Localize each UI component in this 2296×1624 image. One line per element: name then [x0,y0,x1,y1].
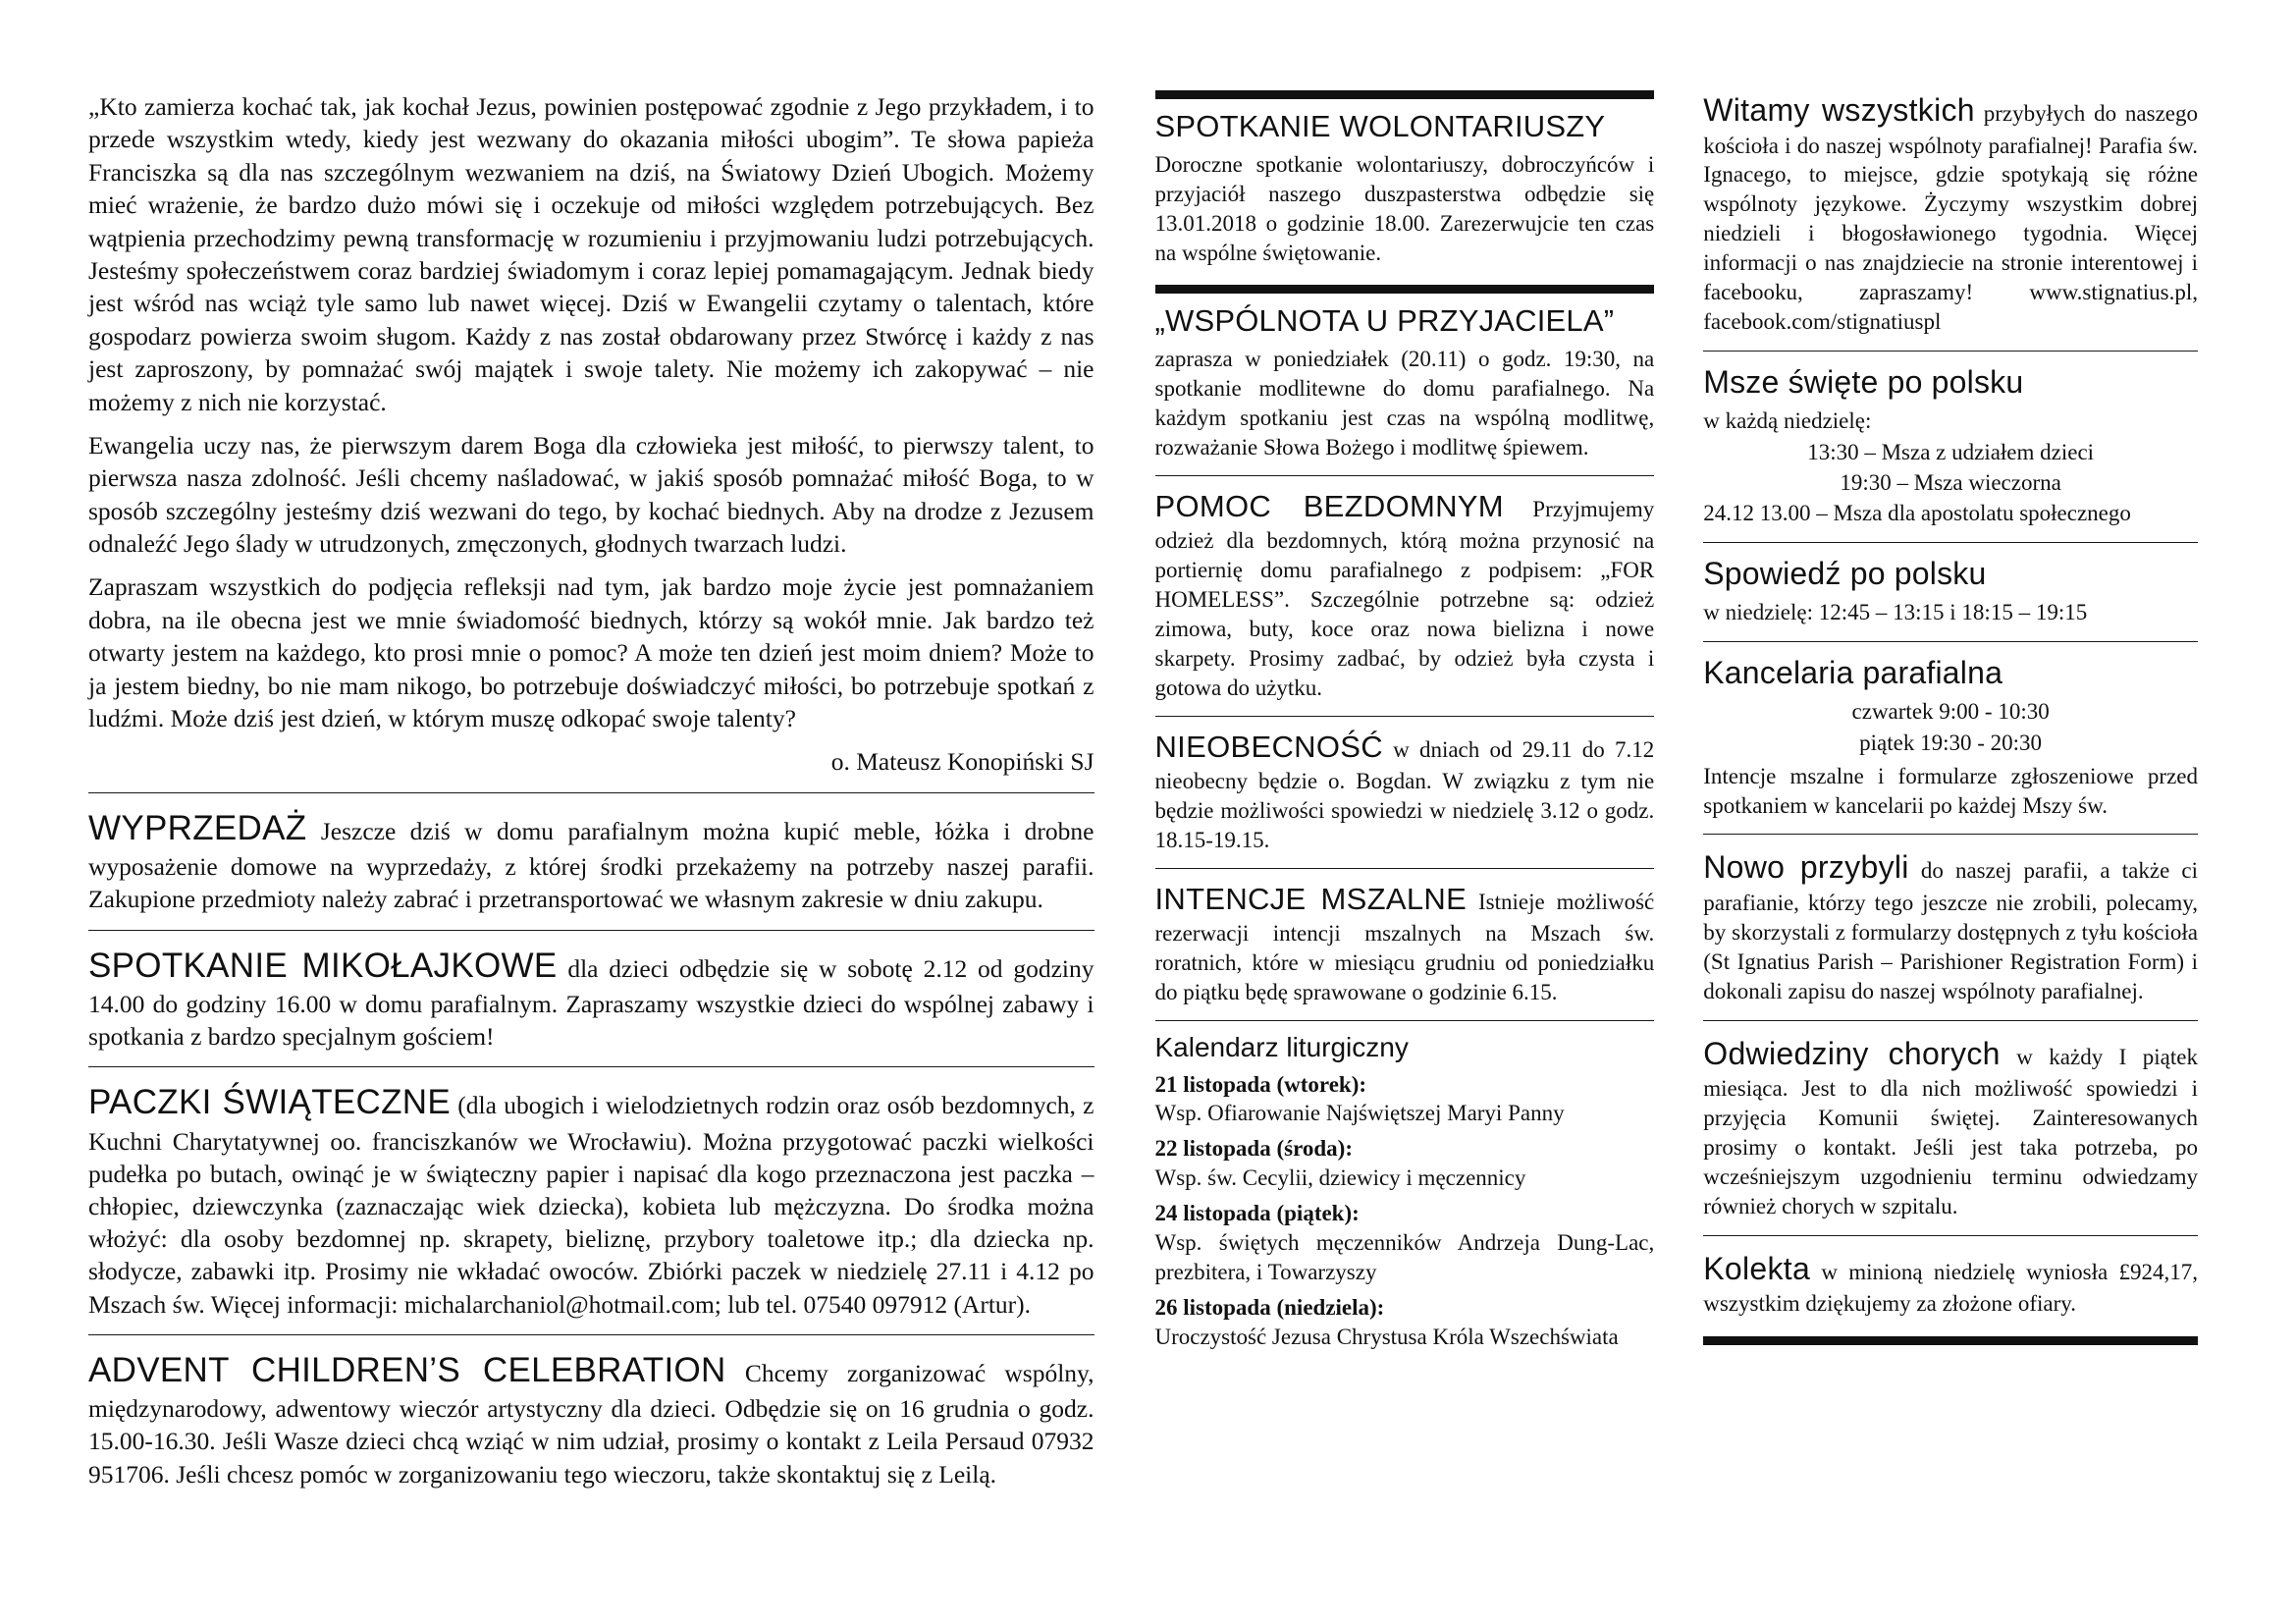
divider [1155,868,1655,869]
divider [1703,1235,2198,1236]
calendar-title: Kalendarz liturgiczny [1154,1031,1409,1062]
divider [1703,834,2198,835]
divider [88,1334,1095,1335]
calendar-entry-date: 22 listopada (środa): [1154,1136,1353,1162]
section-nieobecnosc-body: w dniach od 29.11 do 7.12 nieobecny będzie o. Bogdan. W związku z tym nie będzie możliwości spowiedzi w niedzielę 3.12 o godz. 18.15-19.15. [1154,736,1655,852]
divider [1155,716,1655,717]
calendar-entry-date: 21 listopada (wtorek): [1154,1071,1367,1097]
office-heading: Kancelaria parafialna [1703,655,2003,691]
section-kolekta-heading: Kolekta [1703,1250,1811,1286]
masses-intro: w każdą niedzielę: [1703,407,1872,433]
divider [1703,1020,2198,1021]
section-wolontariusze-heading: SPOTKANIE WOLONTARIUSZY [1154,109,1606,143]
columns-container [88,90,2198,1585]
masses-line: 19:30 – Msza wieczorna [1840,470,2061,496]
section-intencje-mszalne [1155,880,1655,1007]
calendar-entry-text: Wsp. świętych męczenników Andrzeja Dung-Lac, prezbitera, i Towarzyszy [1154,1230,1655,1284]
masses-heading [1703,364,2198,401]
confession-heading-strong: Spowiedź [1703,556,1842,592]
column-left [88,90,1134,1501]
section-mikolajkowe-heading: SPOTKANIE MIKOŁAJKOWE [88,946,558,985]
section-paczki-heading: PACZKI ŚWIĄTECZNE [88,1083,452,1122]
divider [88,792,1095,793]
section-advent-celebration [88,1348,1095,1490]
masses-line: 13:30 – Msza z udziałem dzieci [1807,439,2095,464]
masses-extra-line: 24.12 13.00 – Msza dla apostolatu społecznego [1703,501,2131,526]
divider [1703,351,2198,352]
section-witamy-heading: Witamy wszystkich [1703,92,1975,128]
confession-heading-rest: po polsku [1841,556,1987,592]
section-intencje-mszalne-body: Istnieje możliwość rezerwacji intencji mszalnych na Mszach św. roratnich, które w miesiącu grudniu od poniedziałku do piątku będę sprawowane o godzinie 6.15. [1154,889,1655,1004]
section-pomoc-bezdomnym-body: Przyjmujemy odzież dla bezdomnych, którą można przynosić na portiernię domu parafialnego z podpisem: „FOR HOMELESS”. Szczególnie potrzebne są: odzież zimowa, buty, koce oraz nowa bielizna i nowe skarpety. Prosimy zadbać, by odzież była czysta i gotowa do użytku. [1154,497,1655,700]
calendar-entry-date: 26 listopada (niedziela): [1154,1294,1385,1320]
lead-paragraph-1: „Kto zamierza kochać tak, jak kochał Jezus, powinien postępować zgodnie z Jego przykładem, i to przede wszystkim wtedy, kiedy jest wezwany do okazania miłości ubogim”. Te słowa papieża Franciszka są dla nas szczególnym wezwaniem na dziś, na Światowy Dzień Ubogich. Możemy mieć wrażenie, że bardzo dużo mówi się i oczekuje od miłości względem potrzebujących. Bez wątpienia przechodzimy pewną transformację w rozumieniu i przyjmowaniu ludzi potrzebujących. Jesteśmy społeczeństwem coraz bardziej świadomym i coraz lepiej pomamagającym. Jednak biedy jest wśród nas wciąż tyle samo lub nawet więcej. Dziś w Ewangelii czytamy o talentach, które gospodarz powierza swoim sługom. Każdy z nas został obdarowany przez Stwórcę i każdy z nas jest zaproszony, by pomnażać swój majątek i swoje talety. Nie możemy ich zakopywać – nie możemy z nich nie korzystać. [88,92,1095,416]
section-mikolajkowe [88,944,1095,1054]
section-nowo-przybyli-body: do naszej parafii, a także ci parafianie, którzy tego jeszcze nie zrobili, polecamy, by skorzystali z formularzy dostępnych z tyłu kościoła (St Ignatius Parish – Parishioner Registration Form) i dokonali zapisu do naszej wspólnoty parafialnej. [1703,858,2198,1003]
section-paczki-body: (dla ubogich i wielodzietnych rodzin oraz osób bezdomnych, z Kuchni Charytatywnej oo. franciszkanów we Wrocławiu). Można przygotować paczki wielkości pudełka po butach, owinąć je w świąteczny papier i napisać dla kogo przeznaczona jest paczka – chłopiec, dziewczynka (zaznaczając wiek dziecka), kobieta lub mężczyzna. Do środka można włożyć: dla osoby bezdomnej np. skrapety, bieliznę, przybory toaletowe itp.; dla dziecka np. słodycze, zabawki itp. Prosimy nie wkładać owoców. Zbiórki paczek w niedzielę 27.11 i 4.12 po Mszach św. Więcej informacji: michalarchaniol@hotmail.com; lub tel. 07540 097912 (Artur). [88,1091,1095,1319]
column-right [1678,90,2198,1345]
section-nieobecnosc-heading: NIEOBECNOŚĆ [1154,729,1383,764]
section-wolontariusze-body: Doroczne spotkanie wolontariuszy, dobroczyńców i przyjaciół naszego duszpasterstwa odbędzie się 13.01.2018 o godzinie 18.00. Zarezerwujcie ten czas na wspólne świętowanie. [1154,152,1655,266]
divider [88,1066,1095,1067]
section-wyprzedaz-body: Jeszcze dziś w domu parafialnym można kupić meble, łóżka i drobne wyposażenie domowe na wyprzedaży, z której środki przekażemy na potrzeby naszej parafii. Zakupione przedmioty należy zabrać i przetransportować we własnym zakresie w dniu zakupu. [88,816,1095,914]
office-hours-line: piątek 19:30 - 20:30 [1859,730,2043,755]
calendar-list [1155,1070,1655,1352]
divider [1703,641,2198,642]
section-witamy [1703,90,2198,337]
divider [1155,1020,1655,1021]
office-hours-line: czwartek 9:00 - 10:30 [1851,699,2050,725]
section-nieobecnosc [1155,728,1655,855]
calendar-entry-text: Wsp. św. Cecylii, dziewicy i męczennicy [1154,1165,1526,1191]
calendar-entry-text: Wsp. Ofiarowanie Najświętszej Maryi Panny [1154,1101,1565,1126]
section-wspolnota-heading: „WSPÓLNOTA U PRZYJACIELA” [1154,302,1615,338]
lead-paragraph-3: Zapraszam wszystkich do podjęcia refleksji nad tym, jak bardzo moje życie jest pomnażaniem dobra, na ile obecna jest we mnie świadomość biednych, którzy są wokół mnie. Jak bardzo też otwarty jestem na każdego, kto prosi mnie o pomoc? A może ten dzień jest moim dniem? Może to ja jestem biedny, bo nie mam nikogo, bo potrzebuje doświadczyć miłości, bo potrzebuje spotkań z ludźmi. Może dziś jest dzień, w którym muszę odkopać swoje talenty? [88,572,1095,733]
divider-thick [1155,285,1655,294]
divider [1703,542,2198,543]
divider [1155,475,1655,476]
section-wspolnota-body: zaprasza w poniedziałek (20.11) o godz. 19:30, na spotkanie modlitewne do domu parafialnego. Na każdym spotkaniu jest czas na wspólną modlitwę, rozważanie Słowa Bożego i modlitwę śpiewem. [1154,346,1655,460]
section-intencje-mszalne-heading: INTENCJE MSZALNE [1154,881,1468,916]
section-wyprzedaz [88,806,1095,916]
section-odwiedziny-chorych [1703,1034,2198,1221]
section-pomoc-bezdomnym [1155,487,1655,703]
divider-thick [1703,1336,2198,1345]
section-odwiedziny-chorych-body: w każdy I piątek miesiąca. Jest to dla nich możliwość spowiedzi i przyjęcia Komunii świętej. Zainteresowanych prosimy o kontakt. Jeśli jest taka potrzeba, po wcześniejszym uzgodnieniu terminu odwiedzamy również chorych w szpitalu. [1703,1044,2198,1218]
article-signature: o. Mateusz Konopiński SJ [830,747,1095,777]
divider [88,930,1095,931]
section-nowo-przybyli [1703,847,2198,1005]
section-pomoc-bezdomnym-heading: POMOC BEZDOMNYM [1154,489,1504,523]
masses-heading-strong: Msze święte [1703,363,1879,400]
confession-hours: w niedzielę: 12:45 – 13:15 i 18:15 – 19:15 [1703,600,2088,625]
calendar-entry-date: 24 listopada (piątek): [1154,1201,1360,1226]
section-nowo-przybyli-heading: Nowo przybyli [1703,849,1909,886]
lead-paragraph-2: Ewangelia uczy nas, że pierwszym darem Boga dla człowieka jest miłość, to pierwszy talent, to pierwsza nasza zdolność. Jeśli chcemy naśladować, w jakiś sposób pomnażać miłość Boga, to w sposób szczególny jesteśmy dziś wezwani do tego, by kochać biednych. Aby na drodze z Jezusem odnaleźć Jego ślady w utrudzonych, zmęczonych, głodnych twarzach ludzi. [88,430,1095,559]
column-middle [1134,90,1679,1352]
calendar-entry-text: Uroczystość Jezusa Chrystusa Króla Wszechświata [1154,1324,1619,1349]
confession-heading [1703,556,2198,592]
section-wyprzedaz-heading: WYPRZEDAŻ [88,808,307,847]
section-kolekta-body: w minioną niedzielę wyniosła £924,17, wszystkim dziękujemy za złożone ofiary. [1703,1259,2198,1317]
section-advent-celebration-heading: ADVENT CHILDREN’S CELEBRATION [88,1350,726,1389]
section-advent-celebration-body: Chcemy zorganizować wspólny, międzynarodowy, adwentowy wieczór artystyczny dla dzieci. Odbędzie się on 16 grudnia o godz. 15.00-16.30. Jeśli Wasze dzieci chcą wziąć w nim udział, prosimy o kontakt z Leila Persaud 07932 951706. Jeśli chcesz pomóc w zorganizowaniu tego wieczoru, także skontaktuj się z Leilą. [88,1358,1095,1489]
office-note: Intencje mszalne i formularze zgłoszeniowe przed spotkaniem w kancelarii po każdej Mszy św. [1703,763,2198,818]
section-paczki [88,1080,1095,1320]
divider-thick [1155,90,1655,99]
section-mikolajkowe-body: dla dzieci odbędzie się w sobotę 2.12 od godziny 14.00 do godziny 16.00 w domu parafialnym. Zapraszamy wszystkie dzieci do wspólnej zabawy i spotkania z bardzo specjalnym gościem! [88,953,1095,1052]
section-witamy-body: przybyłych do naszego kościoła i do naszej wspólnoty parafialnej! Parafia św. Ignacego, to miejsce, gdzie spotykają się różne wspólnoty językowe. Życzymy wszystkim dobrej niedzieli i błogosławionego tygodnia. Więcej informacji o nas znajdziecie na stronie interentowej i facebooku, zapraszamy! www.stignatius.pl, facebook.com/stignatiuspl [1703,101,2198,334]
masses-schedule [1703,406,2198,529]
section-kolekta [1703,1249,2198,1319]
masses-heading-rest: po polsku [1878,363,2024,400]
section-odwiedziny-chorych-heading: Odwiedziny chorych [1703,1035,2001,1071]
